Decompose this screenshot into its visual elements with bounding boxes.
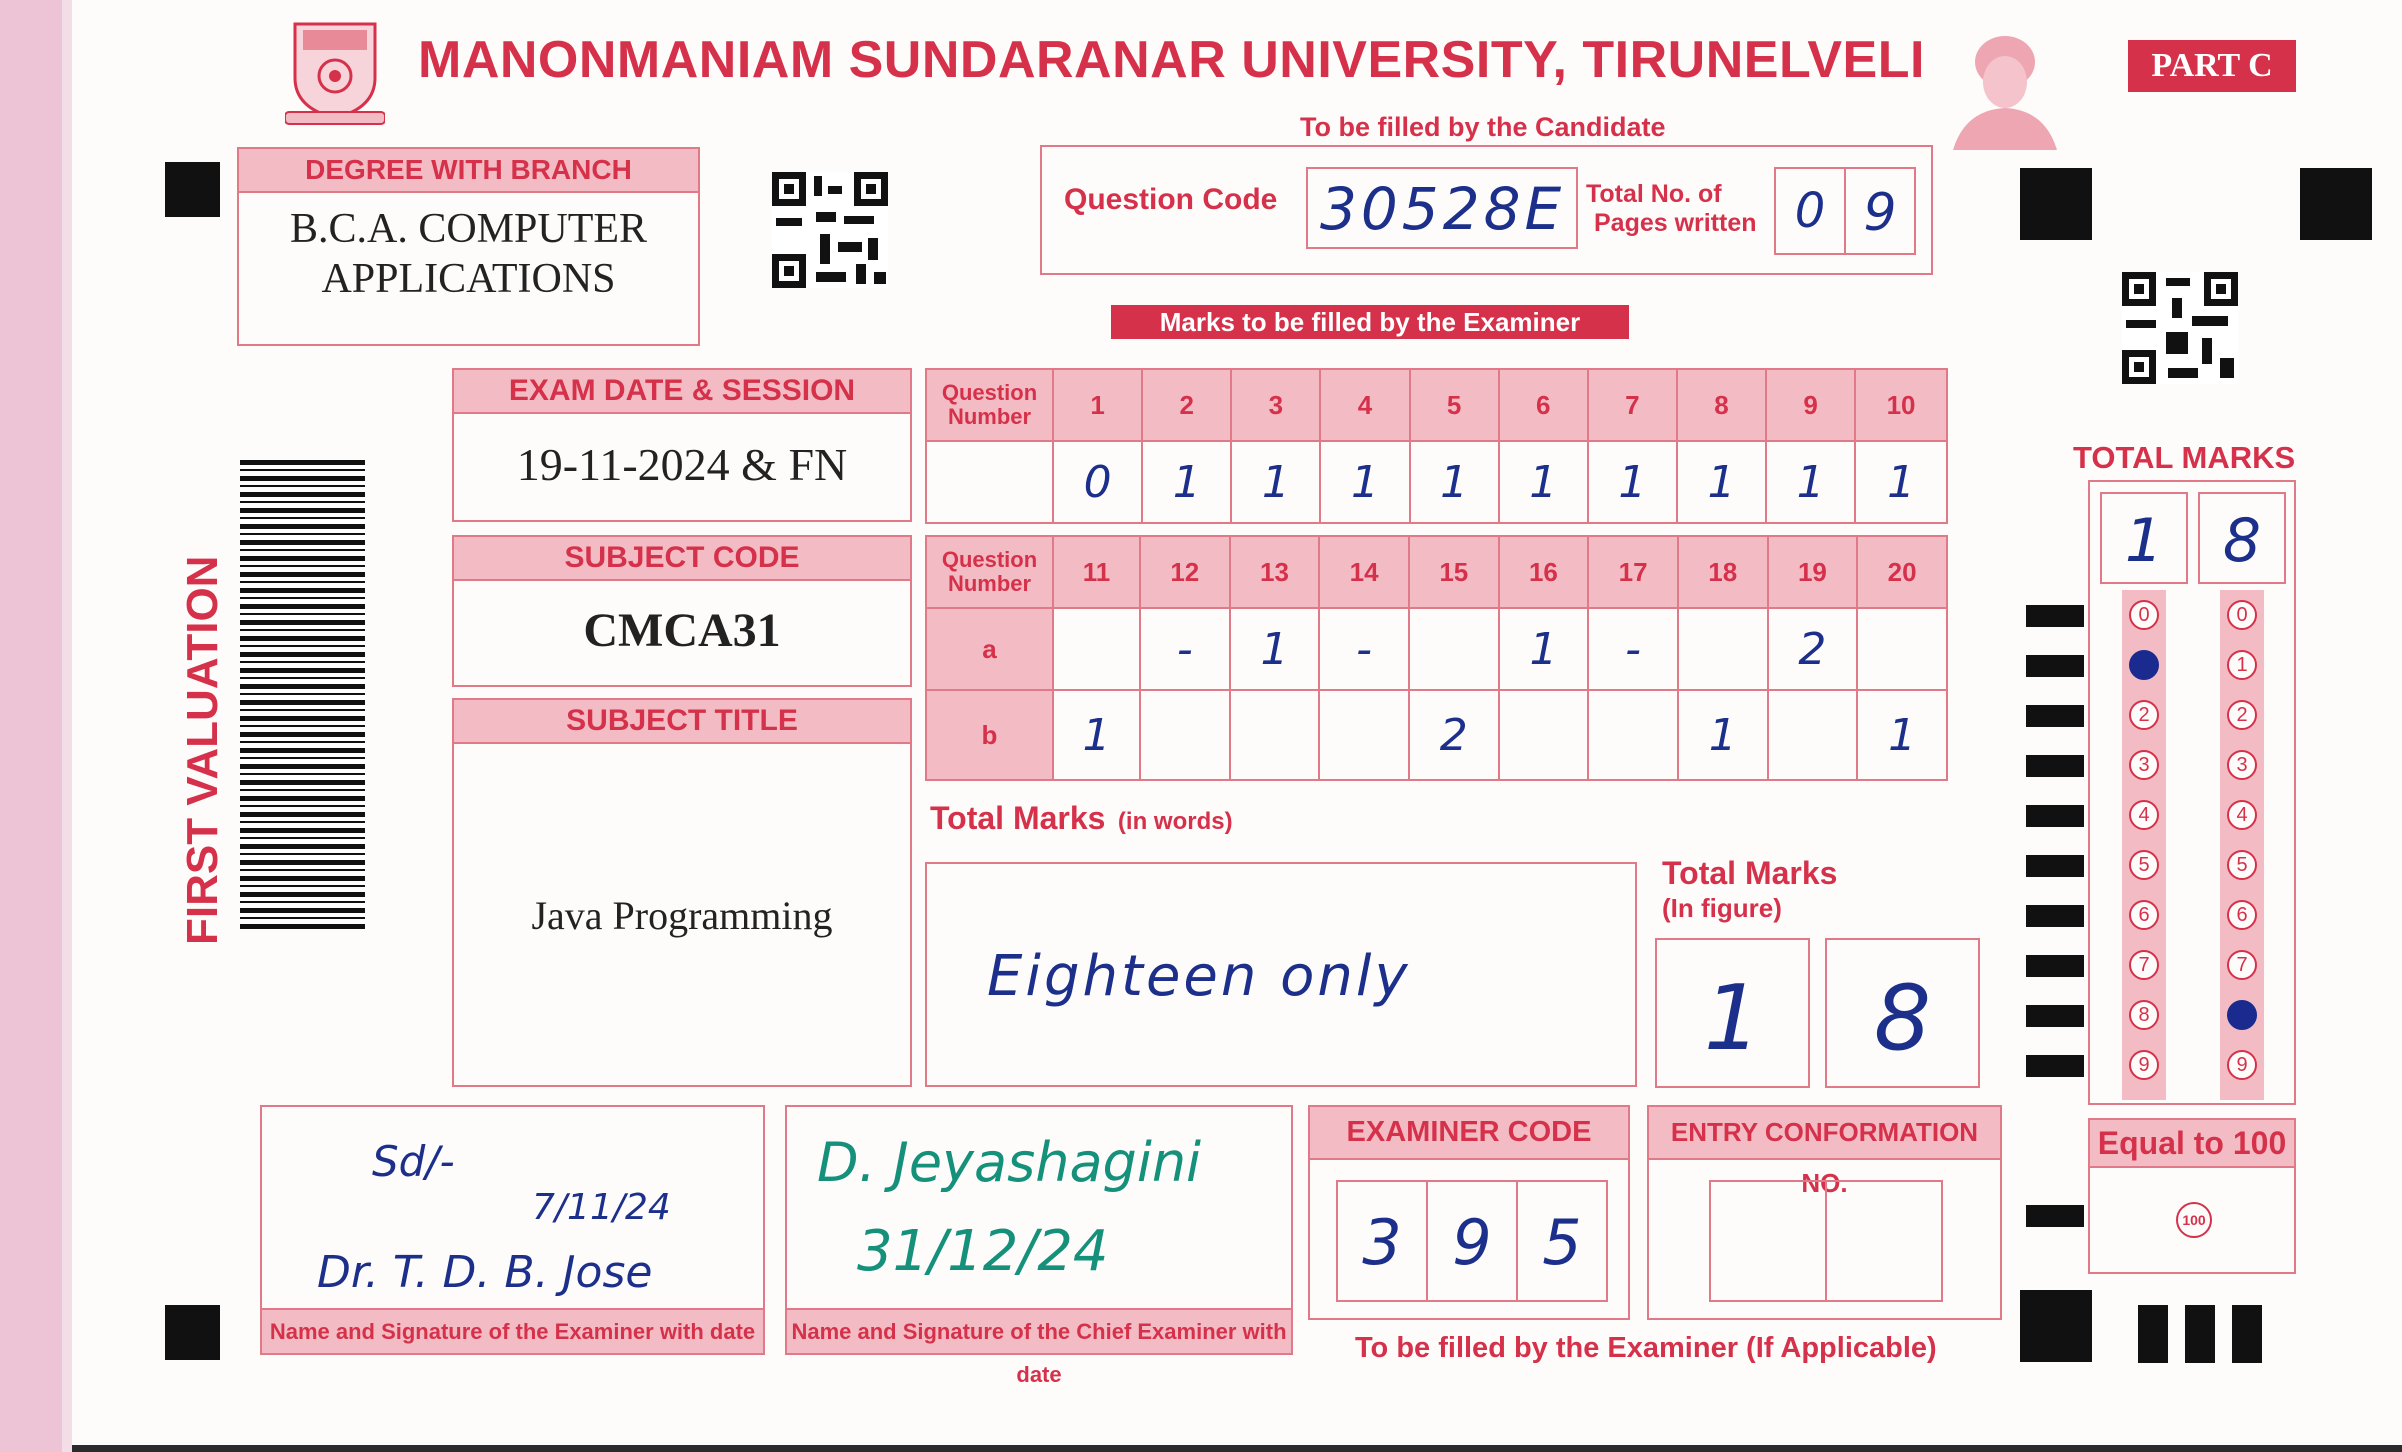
mark-cell[interactable]: - <box>1140 608 1230 690</box>
omr-bubble[interactable]: 6 <box>2227 900 2257 930</box>
omr-bubble[interactable]: 9 <box>2129 1050 2159 1080</box>
entry-conformation-header <box>1647 1105 2002 1198</box>
registration-mark <box>165 1305 220 1360</box>
question-number: 14 <box>1319 536 1409 608</box>
omr-bubble[interactable]: 3 <box>2129 750 2159 780</box>
exam-date-header <box>452 368 912 414</box>
mark-cell[interactable]: 1 <box>1499 441 1588 523</box>
barcode <box>240 460 365 930</box>
pages-digit2-field[interactable] <box>1844 167 1916 255</box>
timing-mark <box>2026 1055 2084 1077</box>
exam-date-label: EXAM DATE & SESSION <box>508 374 856 407</box>
chief-sign-line1: D. Jeyashagini <box>817 1131 1202 1194</box>
timing-mark <box>2026 955 2084 977</box>
mark-cell[interactable]: 1 <box>1678 690 1768 780</box>
omr-bubble[interactable]: 1 <box>2227 650 2257 680</box>
qn-label-line1: Question <box>941 547 1038 572</box>
pages-digit1-field[interactable] <box>1774 167 1846 255</box>
examiner-code-digit: 5 <box>1542 1206 1582 1279</box>
equal-to-100-label: Equal to 100 <box>2097 1125 2287 1161</box>
examiner-code-label: EXAMINER CODE <box>1346 1116 1592 1148</box>
total-figure-label: Total Marks <box>1662 855 1838 891</box>
question-code-label: Question Code <box>1064 183 1278 216</box>
subject-code-value: CMCA31 <box>583 604 781 657</box>
mark-cell[interactable]: 1 <box>1855 441 1947 523</box>
timing-mark <box>2026 705 2084 727</box>
question-number: 15 <box>1409 536 1499 608</box>
question-number: 18 <box>1678 536 1768 608</box>
mark-cell[interactable]: 0 <box>1053 441 1142 523</box>
total-marks-digit1: 1 <box>2124 506 2164 576</box>
bottom-note: To be filled by the Examiner (If Applicable) <box>1355 1332 1937 1364</box>
total-figure-digit1-field[interactable] <box>1655 938 1810 1088</box>
bubble-column-units <box>2227 600 2257 1100</box>
timing-mark <box>2026 1205 2084 1227</box>
question-number-header <box>926 536 1053 608</box>
qn-label-line2: Number <box>947 571 1032 596</box>
degree-line2: APPLICATIONS <box>321 256 616 302</box>
examiner-sign-caption: Name and Signature of the Examiner with date <box>269 1319 756 1344</box>
entry-conformation-label: ENTRY CONFORMATION NO. <box>1670 1117 1979 1198</box>
timing-mark <box>2026 805 2084 827</box>
exam-date-box <box>452 412 912 522</box>
question-number: 10 <box>1855 369 1947 441</box>
total-words-label-wrap <box>930 800 1233 837</box>
question-number-header <box>926 369 1053 441</box>
omr-bubble[interactable]: 2 <box>2227 700 2257 730</box>
question-number: 13 <box>1230 536 1320 608</box>
registration-mark <box>165 162 220 217</box>
row-a-label: a <box>926 608 1053 690</box>
mark-cell[interactable]: - <box>1319 608 1409 690</box>
entry-conformation-field[interactable] <box>1709 1180 1827 1302</box>
mark-cell[interactable] <box>1053 608 1140 690</box>
omr-bubble[interactable]: 9 <box>2227 1050 2257 1080</box>
total-figure-sub: (In figure) <box>1662 893 1782 923</box>
university-title: MANONMANIAM SUNDARANAR UNIVERSITY, TIRUNELVELI <box>418 31 1925 89</box>
mark-cell[interactable]: 1 <box>1320 441 1409 523</box>
total-marks-digit2: 8 <box>2222 506 2262 576</box>
question-code-box <box>1040 145 1933 275</box>
timing-mark <box>2026 905 2084 927</box>
degree-line1: B.C.A. COMPUTER <box>289 206 648 252</box>
mark-cell[interactable]: 1 <box>1677 441 1766 523</box>
carbon-strip-edge <box>62 0 72 1452</box>
omr-bubble[interactable]: 4 <box>2227 800 2257 830</box>
qn-label-line2: Number <box>947 404 1032 429</box>
question-code-field[interactable] <box>1306 167 1578 249</box>
bubble-column-tens <box>2129 600 2159 1100</box>
mark-cell[interactable] <box>1678 608 1768 690</box>
omr-bubble[interactable]: 8 <box>2129 1000 2159 1030</box>
marks-table-11-20 <box>925 535 1948 781</box>
omr-bubble[interactable]: 6 <box>2129 900 2159 930</box>
mark-cell[interactable] <box>1588 690 1678 780</box>
question-number: 5 <box>1410 369 1499 441</box>
mark-cell[interactable] <box>1140 690 1230 780</box>
total-marks-panel-label: TOTAL MARKS <box>2073 440 2296 475</box>
question-number: 8 <box>1677 369 1766 441</box>
subject-code-label: SUBJECT CODE <box>564 541 800 574</box>
equal-to-100-box <box>2088 1166 2296 1274</box>
examiner-code-digit-field[interactable] <box>1426 1180 1518 1302</box>
question-number: 2 <box>1142 369 1231 441</box>
exam-date-value: 19-11-2024 & FN <box>516 439 848 490</box>
university-logo <box>285 18 385 128</box>
registration-mark <box>2232 1305 2262 1363</box>
qr-code <box>2122 272 2238 384</box>
mark-cell[interactable] <box>1319 690 1409 780</box>
question-number: 16 <box>1499 536 1589 608</box>
examiner-code-header <box>1308 1105 1630 1160</box>
question-number: 11 <box>1053 536 1140 608</box>
question-code-value: 30528E <box>1320 175 1566 243</box>
chief-sign-caption-bar <box>785 1308 1293 1387</box>
examiner-sign-line3: Dr. T. D. B. Jose <box>317 1247 653 1298</box>
examiner-note: Marks to be filled by the Examiner <box>1159 307 1581 337</box>
question-number: 17 <box>1588 536 1678 608</box>
examiner-code-digit: 3 <box>1362 1206 1402 1279</box>
examiner-sign-line2: 7/11/24 <box>532 1187 671 1228</box>
part-badge <box>2128 40 2296 92</box>
hundred-bubble-label: 100 <box>2182 1212 2206 1228</box>
mark-cell[interactable]: 1 <box>1766 441 1855 523</box>
question-number: 9 <box>1766 369 1855 441</box>
chief-sign-caption: Name and Signature of the Chief Examiner with date <box>791 1319 1287 1387</box>
part-label: PART C <box>2151 47 2273 84</box>
mark-cell[interactable]: 1 <box>1588 441 1677 523</box>
mark-cell[interactable] <box>1499 690 1589 780</box>
omr-bubble[interactable]: 3 <box>2227 750 2257 780</box>
subject-code-header <box>452 535 912 581</box>
registration-mark <box>2020 168 2092 240</box>
question-number: 3 <box>1231 369 1320 441</box>
mark-cell[interactable]: - <box>1588 608 1678 690</box>
omr-bubble[interactable]: 0 <box>2227 600 2257 630</box>
qn-label-line1: Question <box>941 380 1038 405</box>
timing-mark <box>2026 605 2084 627</box>
subject-code-box <box>452 579 912 687</box>
question-number: 7 <box>1588 369 1677 441</box>
carbon-strip <box>0 0 62 1452</box>
registration-mark <box>2138 1305 2168 1363</box>
subject-title-value: Java Programming <box>531 893 833 938</box>
omr-bubble[interactable]: 7 <box>2129 950 2159 980</box>
total-words-sub: (in words) <box>1117 808 1233 835</box>
omr-bubble[interactable]: 4 <box>2129 800 2159 830</box>
total-words-field[interactable] <box>925 862 1637 1087</box>
candidate-note: To be filled by the Candidate <box>1300 112 1666 142</box>
mark-cell[interactable]: 1 <box>1499 608 1589 690</box>
mark-cell[interactable]: 1 <box>1053 690 1140 780</box>
omr-bubble[interactable]: 8 <box>2227 1000 2257 1030</box>
pages-digit1: 0 <box>1794 183 1826 239</box>
timing-mark <box>2026 655 2084 677</box>
qr-code <box>772 172 888 288</box>
question-number: 19 <box>1768 536 1858 608</box>
first-valuation-label: FIRST VALUATION <box>178 555 227 945</box>
omr-bubble[interactable]: 5 <box>2129 850 2159 880</box>
examiner-note-banner <box>1111 305 1629 339</box>
mark-cell[interactable] <box>1230 690 1320 780</box>
examiner-sign-line1: Sd/- <box>372 1137 455 1186</box>
mark-cell[interactable]: 1 <box>1142 441 1231 523</box>
marks-table-1-10 <box>925 368 1948 524</box>
chief-sign-line2: 31/12/24 <box>857 1219 1109 1284</box>
mark-cell[interactable]: 1 <box>1410 441 1499 523</box>
examiner-sign-caption-bar <box>260 1308 765 1355</box>
degree-header <box>237 147 700 193</box>
total-marks-digit2-field[interactable] <box>2198 492 2286 584</box>
registration-mark <box>2020 1290 2092 1362</box>
total-figure-digit2: 8 <box>1873 966 1932 1071</box>
total-words-value: Eighteen only <box>987 944 1411 1009</box>
mark-cell[interactable] <box>1768 690 1858 780</box>
subject-title-label: SUBJECT TITLE <box>566 704 798 737</box>
mark-cell[interactable]: 2 <box>1768 608 1858 690</box>
mark-cell[interactable] <box>1409 608 1499 690</box>
omr-bubble[interactable]: 5 <box>2227 850 2257 880</box>
omr-bubble[interactable]: 2 <box>2129 700 2159 730</box>
mark-cell[interactable]: 1 <box>1230 608 1320 690</box>
timing-mark <box>2026 855 2084 877</box>
registration-mark <box>2300 168 2372 240</box>
timing-mark <box>2026 755 2084 777</box>
mark-cell[interactable]: 2 <box>1409 690 1499 780</box>
equal-to-100-header <box>2088 1118 2296 1168</box>
examiner-code-digit-field[interactable] <box>1516 1180 1608 1302</box>
examiner-code-box <box>1308 1158 1630 1320</box>
timing-mark <box>2026 1005 2084 1027</box>
question-number: 4 <box>1320 369 1409 441</box>
mark-cell[interactable] <box>1857 608 1947 690</box>
question-number: 1 <box>1053 369 1142 441</box>
examiner-code-digit: 9 <box>1452 1206 1492 1279</box>
omr-bubble[interactable]: 7 <box>2227 950 2257 980</box>
question-number: 6 <box>1499 369 1588 441</box>
total-figure-digit1: 1 <box>1703 966 1762 1071</box>
blank-cell <box>926 441 1053 523</box>
hundred-bubble[interactable] <box>2176 1202 2212 1238</box>
mark-cell[interactable]: 1 <box>1857 690 1947 780</box>
total-words-label: Total Marks <box>930 800 1106 836</box>
founder-portrait <box>1945 20 2065 150</box>
omr-bubble[interactable]: 1 <box>2129 650 2159 680</box>
question-number: 12 <box>1140 536 1230 608</box>
subject-title-header <box>452 698 912 744</box>
degree-label: DEGREE WITH BRANCH <box>305 154 632 185</box>
pages-label-line2: Pages written <box>1594 209 1757 237</box>
total-figure-digit2-field[interactable] <box>1825 938 1980 1088</box>
omr-bubble[interactable]: 0 <box>2129 600 2159 630</box>
entry-conformation-field[interactable] <box>1825 1180 1943 1302</box>
total-marks-panel <box>2088 480 2296 1105</box>
mark-cell[interactable]: 1 <box>1231 441 1320 523</box>
question-number: 20 <box>1857 536 1947 608</box>
registration-mark <box>2185 1305 2215 1363</box>
examiner-code-digit-field[interactable] <box>1336 1180 1428 1302</box>
subject-title-box <box>452 742 912 1087</box>
entry-conformation-box <box>1647 1158 2002 1320</box>
row-b-label: b <box>926 690 1053 780</box>
pages-label-line1: Total No. of <box>1586 180 1722 208</box>
degree-box <box>237 191 700 346</box>
total-marks-digit1-field[interactable] <box>2100 492 2188 584</box>
pages-digit2: 9 <box>1863 183 1897 243</box>
